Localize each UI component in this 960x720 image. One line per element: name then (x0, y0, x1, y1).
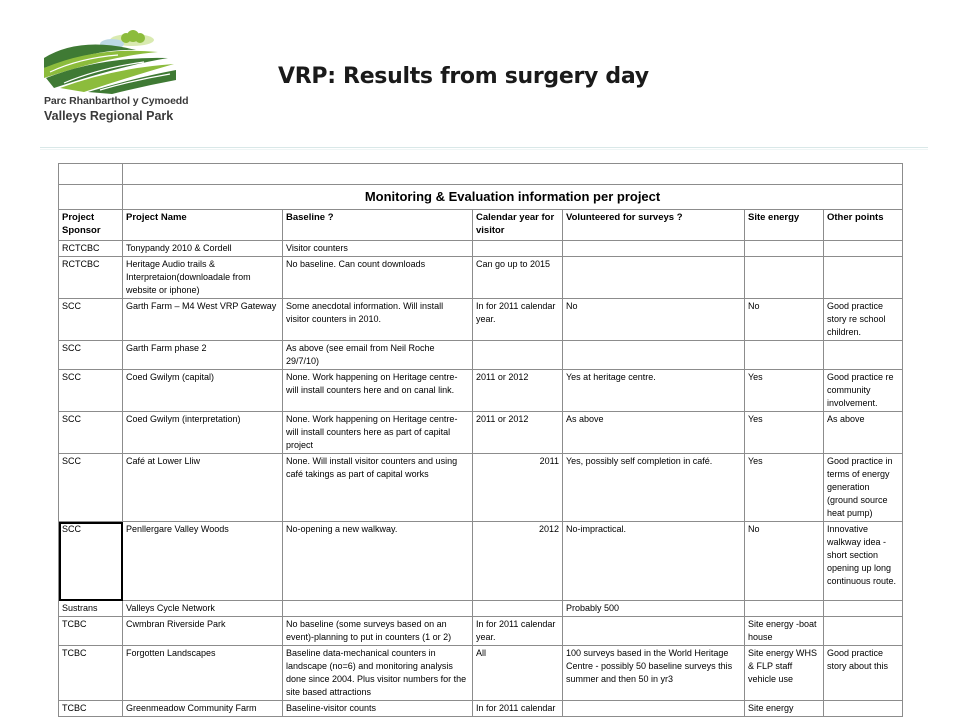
cell-project-sponsor[interactable]: SCC (59, 412, 123, 454)
cell-baseline[interactable]: Visitor counters (283, 241, 473, 257)
header-project-name: Project Name (123, 210, 283, 241)
cell-other-points[interactable]: Good practice re community involvement. (824, 370, 903, 412)
header-project-sponsor: Project Sponsor (59, 210, 123, 241)
cell-other-points[interactable] (824, 341, 903, 370)
cell-volunteered-surveys[interactable]: No (563, 299, 745, 341)
table-row (59, 257, 903, 299)
valleys-regional-park-logo (40, 28, 190, 128)
cell-volunteered-surveys[interactable]: Yes at heritage centre. (563, 370, 745, 412)
cell-volunteered-surveys[interactable] (563, 617, 745, 646)
monitoring-evaluation-table (58, 163, 903, 717)
cell-site-energy[interactable]: Site energy -boat house (745, 617, 824, 646)
logo-english-name: Valleys Regional Park (44, 109, 174, 123)
cell-baseline[interactable]: No-opening a new walkway. (283, 522, 473, 601)
cell-volunteered-surveys[interactable] (563, 341, 745, 370)
cell-project-sponsor[interactable]: SCC (59, 454, 123, 522)
cell-other-points[interactable]: Good practice story re school children. (824, 299, 903, 341)
cell-baseline[interactable]: As above (see email from Neil Roche 29/7/10) (283, 341, 473, 370)
cell-project-name[interactable]: Garth Farm – M4 West VRP Gateway (123, 299, 283, 341)
cell-project-sponsor[interactable]: Sustrans (59, 601, 123, 617)
cell-project-sponsor[interactable]: RCTCBC (59, 241, 123, 257)
table-row (59, 646, 903, 701)
cell-volunteered-surveys[interactable]: 100 surveys based in the World Heritage Centre - possibly 50 baseline surveys this summer and then 50 in yr3 (563, 646, 745, 701)
cell-project-sponsor[interactable]: TCBC (59, 701, 123, 717)
cell-site-energy[interactable]: Yes (745, 412, 824, 454)
cell-volunteered-surveys[interactable]: Probably 500 (563, 601, 745, 617)
cell-other-points[interactable]: Good practice story about this (824, 646, 903, 701)
cell-other-points[interactable] (824, 617, 903, 646)
cell-site-energy[interactable]: Site energy WHS & FLP staff vehicle use (745, 646, 824, 701)
cell-project-name[interactable]: Cwmbran Riverside Park (123, 617, 283, 646)
cell-project-name[interactable]: Penllergare Valley Woods (123, 522, 283, 601)
table-row (59, 601, 903, 617)
cell-project-sponsor[interactable]: TCBC (59, 617, 123, 646)
cell-calendar-year[interactable] (473, 241, 563, 257)
cell-project-name[interactable]: Valleys Cycle Network (123, 601, 283, 617)
header-baseline: Baseline ? (283, 210, 473, 241)
cell-other-points[interactable] (824, 701, 903, 717)
cell-baseline[interactable]: None. Work happening on Heritage centre-will install counters here and on canal link. (283, 370, 473, 412)
blank-cell (123, 164, 903, 185)
table-row (59, 341, 903, 370)
table-row (59, 617, 903, 646)
cell-site-energy[interactable]: No (745, 522, 824, 601)
cell-project-sponsor[interactable]: SCC (59, 522, 123, 601)
cell-other-points[interactable]: As above (824, 412, 903, 454)
cell-project-sponsor[interactable]: SCC (59, 341, 123, 370)
cell-project-sponsor[interactable]: TCBC (59, 646, 123, 701)
cell-calendar-year[interactable] (473, 601, 563, 617)
cell-calendar-year[interactable]: 2011 or 2012 (473, 412, 563, 454)
cell-project-name[interactable]: Café at Lower Lliw (123, 454, 283, 522)
cell-site-energy[interactable] (745, 601, 824, 617)
cell-project-sponsor[interactable]: SCC (59, 370, 123, 412)
cell-baseline[interactable]: Baseline-visitor counts (283, 701, 473, 717)
cell-other-points[interactable] (824, 257, 903, 299)
cell-project-name[interactable]: Heritage Audio trails & Interpretaion(downloadale from website or iphone) (123, 257, 283, 299)
cell-volunteered-surveys[interactable]: As above (563, 412, 745, 454)
blank-cell (59, 164, 123, 185)
cell-project-name[interactable]: Garth Farm phase 2 (123, 341, 283, 370)
landscape-logo-graphic (40, 28, 190, 96)
header-site-energy: Site energy (745, 210, 824, 241)
cell-calendar-year[interactable]: In for 2011 calendar (473, 701, 563, 717)
cell-volunteered-surveys[interactable]: No-impractical. (563, 522, 745, 601)
cell-baseline[interactable]: Some anecdotal information. Will install visitor counters in 2010. (283, 299, 473, 341)
table-row (59, 299, 903, 341)
cell-project-name[interactable]: Forgotten Landscapes (123, 646, 283, 701)
cell-project-name[interactable]: Tonypandy 2010 & Cordell (123, 241, 283, 257)
cell-baseline[interactable]: None. Work happening on Heritage centre-will install counters here as part of capital project (283, 412, 473, 454)
cell-volunteered-surveys[interactable] (563, 701, 745, 717)
cell-site-energy[interactable] (745, 257, 824, 299)
table-row (59, 370, 903, 412)
cell-other-points[interactable]: Good practice in terms of energy generation (ground source heat pump) (824, 454, 903, 522)
blank-cell (59, 185, 123, 210)
sheet-title: Monitoring & Evaluation information per project (123, 185, 903, 210)
cell-calendar-year[interactable]: 2012 (473, 522, 563, 601)
header-calendar-year: Calendar year for visitor (473, 210, 563, 241)
header-volunteered-surveys: Volunteered for surveys ? (563, 210, 745, 241)
cell-calendar-year[interactable]: Can go up to 2015 (473, 257, 563, 299)
cell-calendar-year[interactable]: In for 2011 calendar year. (473, 299, 563, 341)
cell-calendar-year[interactable]: All (473, 646, 563, 701)
cell-baseline[interactable]: No baseline. Can count downloads (283, 257, 473, 299)
cell-calendar-year[interactable]: 2011 (473, 454, 563, 522)
table-row (59, 522, 903, 601)
cell-site-energy[interactable] (745, 241, 824, 257)
cell-volunteered-surveys[interactable] (563, 241, 745, 257)
cell-baseline[interactable] (283, 601, 473, 617)
table-row (59, 241, 903, 257)
cell-site-energy[interactable]: No (745, 299, 824, 341)
slide-title: VRP: Results from surgery day (278, 64, 649, 89)
cell-project-name[interactable]: Coed Gwilym (interpretation) (123, 412, 283, 454)
cell-volunteered-surveys[interactable]: Yes, possibly self completion in café. (563, 454, 745, 522)
header-divider-shadow (40, 149, 928, 150)
cell-baseline[interactable]: No baseline (some surveys based on an event)-planning to put in counters (1 or 2) (283, 617, 473, 646)
header-other-points: Other points (824, 210, 903, 241)
cell-other-points[interactable] (824, 601, 903, 617)
cell-site-energy[interactable]: Site energy (745, 701, 824, 717)
cell-volunteered-surveys[interactable] (563, 257, 745, 299)
cell-baseline[interactable]: None. Will install visitor counters and using café takings as part of capital works (283, 454, 473, 522)
cell-other-points[interactable] (824, 241, 903, 257)
cell-project-sponsor[interactable]: SCC (59, 299, 123, 341)
cell-calendar-year[interactable]: In for 2011 calendar year. (473, 617, 563, 646)
header-divider (40, 147, 928, 148)
cell-site-energy[interactable]: Yes (745, 370, 824, 412)
cell-baseline[interactable]: Baseline data-mechanical counters in landscape (no=6) and monitoring analysis done since 2004. Plus visitor numbers for the site based attractions (283, 646, 473, 701)
cell-project-name[interactable]: Greenmeadow Community Farm (123, 701, 283, 717)
table-row (59, 701, 903, 717)
cell-calendar-year[interactable]: 2011 or 2012 (473, 370, 563, 412)
table-row (59, 412, 903, 454)
cell-calendar-year[interactable] (473, 341, 563, 370)
cell-other-points[interactable]: Innovative walkway idea - short section opening up long continuous route. (824, 522, 903, 601)
logo-welsh-name: Parc Rhanbarthol y Cymoedd (44, 95, 189, 107)
cell-project-sponsor[interactable]: RCTCBC (59, 257, 123, 299)
table-row (59, 454, 903, 522)
cell-site-energy[interactable]: Yes (745, 454, 824, 522)
cell-site-energy[interactable] (745, 341, 824, 370)
cell-project-name[interactable]: Coed Gwilym (capital) (123, 370, 283, 412)
spreadsheet-screenshot (58, 163, 904, 713)
